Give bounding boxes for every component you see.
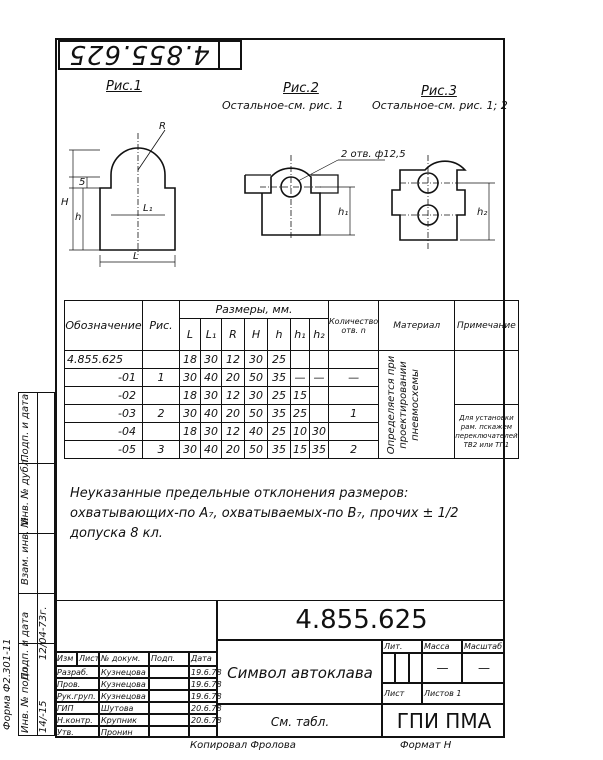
fig3-h2-label: h₂ — [477, 207, 488, 218]
inv-value: 14/-15 — [38, 700, 49, 733]
table-row: -02 18 30 12 30 25 15 — [65, 387, 519, 405]
col-hsmall: h — [268, 319, 291, 351]
sign-date2-label: Подп. и дата — [20, 393, 31, 462]
col-remark: Примечание — [455, 301, 518, 351]
col-l1: L₁ — [201, 319, 222, 351]
fig1-title: Рис.1 — [106, 79, 142, 94]
col-h2: h₂ — [310, 319, 329, 351]
col-fig: Рис. — [143, 301, 180, 351]
fig3-title: Рис.3 — [421, 84, 457, 99]
fig1-5-label: 5 — [79, 177, 86, 188]
table-row: 4.855.625 18 30 12 30 25 Определяется при проектировании пневмосхемы — [65, 351, 519, 369]
sign-date-label: Подп. и дата — [20, 611, 31, 680]
designation: 4.855.625 — [217, 600, 505, 640]
col-r: R — [222, 319, 245, 351]
col-designation: Обозначение — [65, 301, 143, 351]
fig2-hole-label: 2 отв. ф12,5 — [341, 149, 406, 160]
copied-by: Копировал Фролова — [190, 740, 296, 751]
col-l: L — [180, 319, 201, 351]
fig1-l-label: L — [133, 251, 139, 262]
part-name: Символ автоклава — [217, 640, 382, 704]
fig1-h-label: H — [61, 197, 69, 208]
fig2-h1-label: h₁ — [338, 207, 349, 218]
table-row: -05 3 30 40 20 50 35 15 35 2 — [65, 441, 519, 459]
date-value: 12/04-73г. — [38, 606, 49, 660]
table-row: -03 2 30 40 20 50 35 25 1 Для установки рам. пскажем переключателей ТВ2 или ТП1 — [65, 405, 519, 423]
fig1-r-label: R — [159, 121, 166, 132]
general-tolerance-note: Неуказанные предельные отклонения размеров: охватывающих-по A₇, охватываемых-по B₇, прочих ± 1/2 допуска 8 кл. — [70, 486, 459, 541]
fig2-title: Рис.2 — [283, 81, 319, 96]
inv-dub-label: Инв. № дубл. — [20, 456, 31, 525]
fig3-note: Остальное-см. рис. 1; 2 — [372, 99, 508, 112]
material: См. табл. — [217, 704, 382, 738]
title-block: Изм Лист № докум. Подп. Дата Разраб. Кузнецова 19.6.78 Пров. Кузнецова 19.6.78 Рук.груп. Кузнецова 19.6.78 ГИП Шутова 20.6.78 Н.контр. Крупник 20.6.78 Утв. Пронин 4.855.625 Символ автоклава См. табл. Лит. Масса Масштаб — — Лист Листов 1 ГПИ ПМА — [55, 600, 505, 738]
col-h: H — [245, 319, 268, 351]
inverted-document-code: 4.855.625 — [58, 40, 220, 70]
revision-area — [55, 600, 217, 652]
col-material: Материал — [379, 301, 455, 351]
fig1-l1-label: L₁ — [143, 203, 153, 214]
spec-table — [64, 300, 519, 459]
code-side-box — [220, 40, 242, 70]
remark-note-cell: Для установки рам. пскажем переключателей ТВ2 или ТП1 — [455, 405, 518, 459]
fig1-hsmall-label: h — [75, 212, 82, 223]
form-label: Форма Ф2.301-11 — [2, 638, 13, 730]
fig2-note: Остальное-см. рис. 1 — [222, 99, 344, 112]
format-label: Формат Н — [400, 740, 452, 751]
group-dimensions: Размеры, мм. — [180, 301, 329, 319]
col-h1: h₁ — [291, 319, 310, 351]
table-row: -04 18 30 12 40 25 10 30 — [65, 423, 519, 441]
material-note-cell: Определяется при проектировании пневмосхемы — [379, 351, 455, 459]
inv-label: Инв. № подл. — [20, 664, 31, 733]
organization: ГПИ ПМА — [382, 704, 505, 738]
table-row: -01 1 30 40 20 50 35 — — — — [65, 369, 519, 387]
figures-drawing — [55, 115, 505, 275]
col-holes: Количество отв. n — [329, 301, 379, 351]
vzam-label: Взам. инв. № — [20, 517, 31, 585]
fig1-outline — [100, 148, 175, 250]
